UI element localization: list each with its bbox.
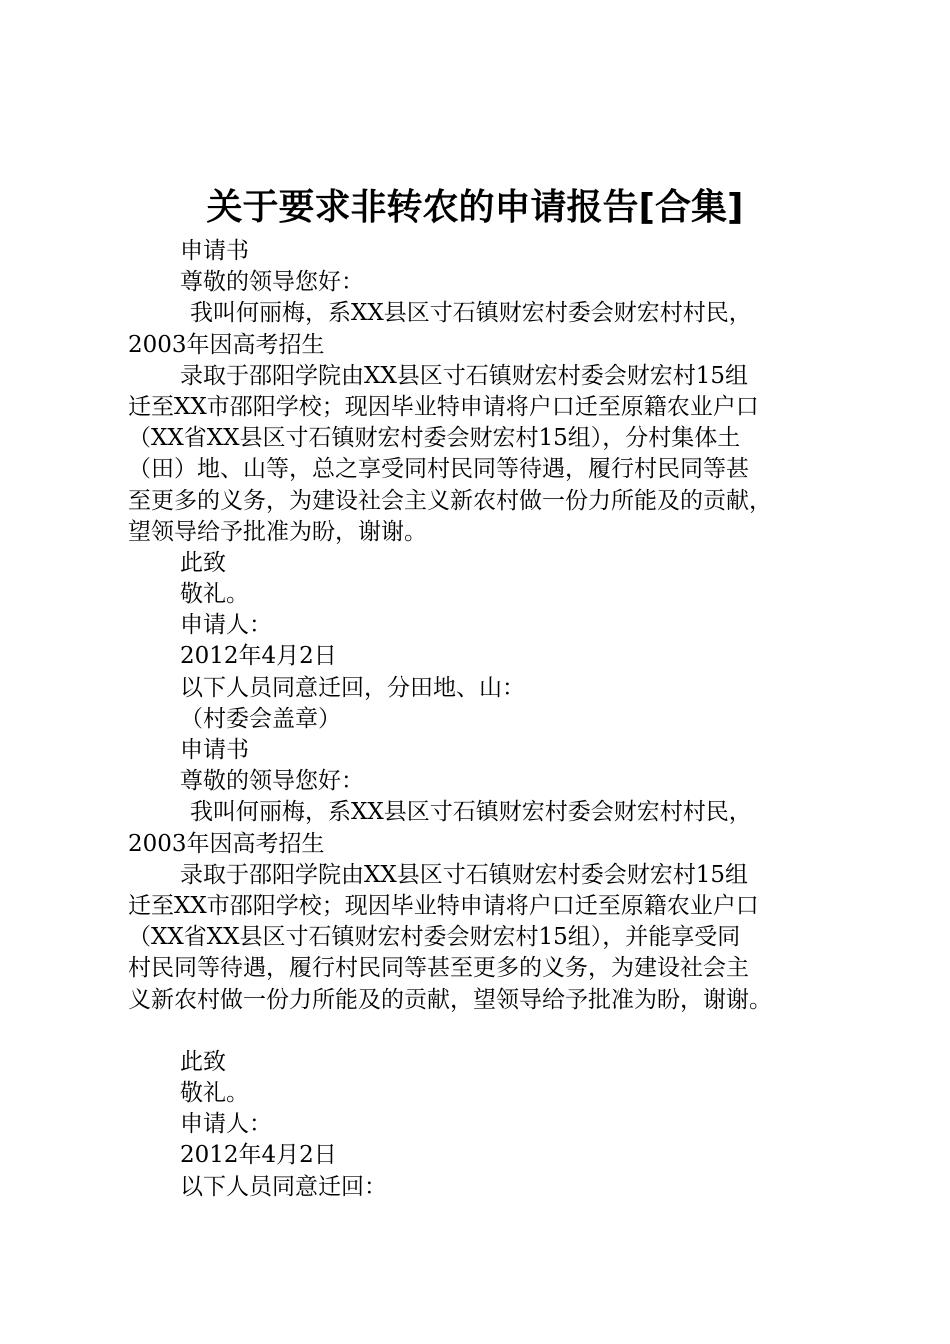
document-line: 申请书 bbox=[180, 238, 249, 264]
document-line: （XX省XX县区寸石镇财宏村委会财宏村15组），并能享受同 bbox=[128, 924, 741, 951]
document-line: 迁至XX市邵阳学校；现因毕业特申请将户口迁至原籍农业户口 bbox=[128, 393, 759, 420]
document-line: 至更多的义务，为建设社会主义新农村做一份力所能及的贡献， bbox=[128, 487, 772, 514]
document-line: 以下人员同意迁回，分田地、山： bbox=[180, 674, 525, 701]
document-body bbox=[128, 236, 843, 1203]
document-line: 录取于邵阳学院由XX县区寸石镇财宏村委会财宏村15组 bbox=[180, 861, 749, 888]
document-line: （村委会盖章） bbox=[180, 705, 341, 732]
document-line: 以下人员同意迁回： bbox=[180, 1173, 387, 1200]
document-line bbox=[128, 1016, 843, 1047]
document-line: 此致 bbox=[180, 1048, 226, 1075]
document-line: 此致 bbox=[180, 549, 226, 576]
document-line: 义新农村做一份力所能及的贡献，望领导给予批准为盼，谢谢。 bbox=[128, 986, 772, 1013]
document-line: 2003年因高考招生 bbox=[128, 830, 325, 857]
document-line: 申请书 bbox=[180, 737, 249, 763]
document-line: 尊敬的领导您好： bbox=[180, 269, 364, 296]
document-line: 我叫何丽梅，系XX县区寸石镇财宏村委会财宏村村民， bbox=[190, 300, 752, 327]
document-line: （XX省XX县区寸石镇财宏村委会财宏村15组），分村集体土 bbox=[128, 425, 741, 452]
document-line: 申请人： bbox=[180, 1111, 272, 1138]
document-line: 2012年4月2日 bbox=[180, 643, 337, 670]
document-line: 2012年4月2日 bbox=[180, 1142, 337, 1169]
document-line: 望领导给予批准为盼，谢谢。 bbox=[128, 518, 427, 545]
document-line: 申请人： bbox=[180, 612, 272, 639]
document-line: 迁至XX市邵阳学校；现因毕业特申请将户口迁至原籍农业户口 bbox=[128, 892, 759, 919]
document-line: 敬礼。 bbox=[180, 581, 249, 608]
document-line: 2003年因高考招生 bbox=[128, 331, 325, 358]
document-title: 关于要求非转农的申请报告[合集] bbox=[206, 187, 744, 228]
document-line: 录取于邵阳学院由XX县区寸石镇财宏村委会财宏村15组 bbox=[180, 362, 749, 389]
document-line: 我叫何丽梅，系XX县区寸石镇财宏村委会财宏村村民， bbox=[190, 799, 752, 826]
document-line: （田）地、山等，总之享受同村民同等待遇，履行村民同等甚 bbox=[128, 456, 749, 483]
document-line: 敬礼。 bbox=[180, 1080, 249, 1107]
document-line: 尊敬的领导您好： bbox=[180, 768, 364, 795]
document-line: 村民同等待遇，履行村民同等甚至更多的义务，为建设社会主 bbox=[128, 955, 749, 982]
